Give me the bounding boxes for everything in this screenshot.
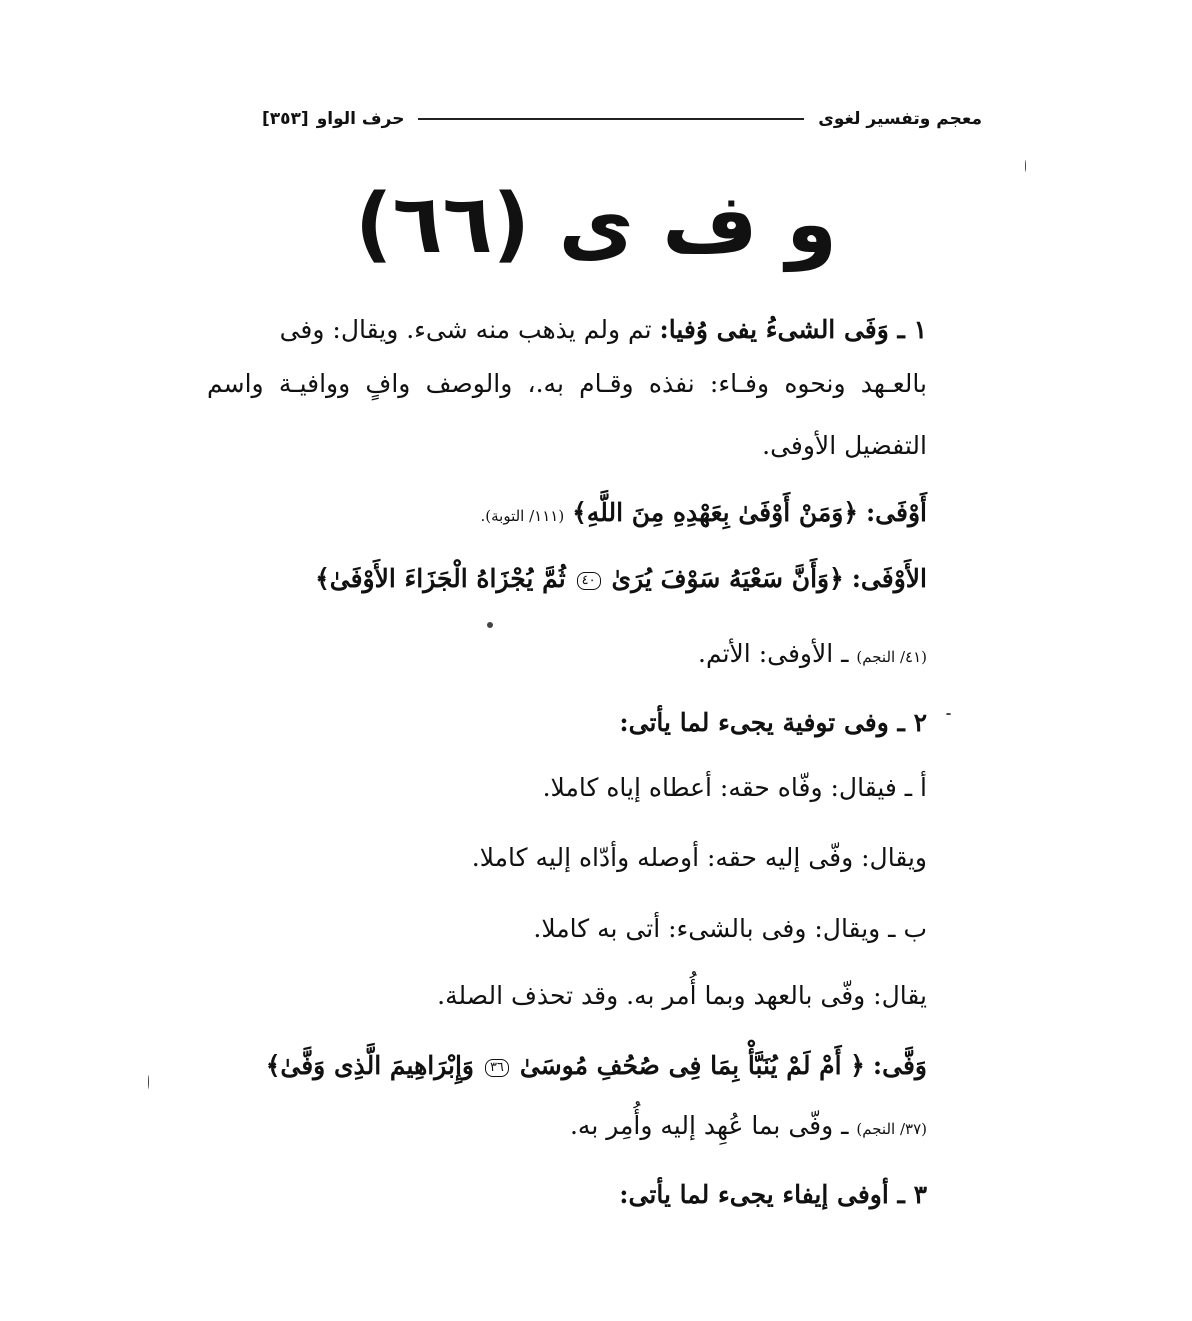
page-number: [٣٥٣]	[262, 109, 309, 129]
scan-speck	[1025, 160, 1026, 172]
example-2-quote-a: ﴿وَأَنَّ سَعْيَهُ سَوْفَ يُرَىٰ	[611, 564, 844, 593]
example-3-word: وَفَّى:	[872, 1051, 927, 1080]
example-3-reference: (٣٧/ النجم)	[856, 1120, 927, 1138]
example-2	[315, 559, 927, 599]
paragraph-2-lead	[619, 703, 927, 743]
scan-speck	[487, 622, 493, 628]
paragraph-2-item-a: أ ـ فيقال: وفّاه حقه: أعطاه إياه كاملا.	[542, 773, 927, 802]
paragraph-2-item-b-2: يقال: وفّى بالعهد وبما أُمر به. وقد تحذف الصلة.	[437, 981, 927, 1010]
example-2-continuation	[698, 634, 927, 677]
paragraph-1-text-a: تم ولم يذهب منه شىء. ويقال: وفى	[279, 315, 660, 344]
paragraph-2-item-a-2: ويقال: وفّى إليه حقه: أوصله وأدّاه إليه كاملا.	[471, 843, 927, 872]
paragraph-2-item-b: ب ـ ويقال: وفى بالشىء: أتى به كاملا.	[533, 914, 927, 943]
example-1	[481, 493, 928, 536]
example-1-quote: ﴿وَمَنْ أَوْفَىٰ بِعَهْدِهِ مِنَ اللَّهِ﴾	[572, 498, 858, 527]
header-rule	[418, 118, 804, 120]
scan-speck	[148, 1075, 149, 1089]
scan-speck	[946, 713, 951, 715]
ayah-number-marker: ٣٦	[485, 1059, 509, 1077]
ayah-number-marker: ٤٠	[577, 572, 601, 590]
paragraph-1-lead: ١ ـ وَفَى الشىءُ يفى وُفيا:	[659, 315, 927, 344]
example-2-gloss: ـ الأوفى: الأتم.	[698, 639, 857, 668]
example-2-quote-b: ثُمَّ يُجْزَاهُ الْجَزَاءَ الأَوْفَىٰ﴾	[315, 564, 566, 593]
paragraph-3-lead	[619, 1175, 927, 1215]
paragraph-1-line-3: التفضيل الأوفى.	[762, 431, 927, 460]
example-3-continuation	[570, 1106, 927, 1149]
example-1-word: أَوْفَى:	[865, 498, 927, 527]
example-3-gloss: ـ وفّى بما عُهِد إليه وأُمِر به.	[569, 1111, 857, 1140]
entry-title: و ف ى (٦٦)	[354, 177, 838, 272]
example-3-quote-b: وَإِبْرَاهِيمَ الَّذِى وَفَّىٰ﴾	[265, 1051, 474, 1080]
header-section-group	[262, 109, 404, 129]
paragraph-1-line-2: بالعـهد ونحوه وفـاء: نفذه وقـام به.، والوصف وافٍ ووافيـة واسم	[207, 369, 927, 398]
paragraph-3-lead-text: ٣ ـ أوفى إيفاء يجىء لما يأتى:	[619, 1180, 927, 1209]
running-header	[262, 104, 982, 134]
example-1-reference: (١١١/ التوبة).	[480, 507, 565, 525]
book-title: معجم وتفسير لغوى	[818, 109, 982, 129]
example-2-reference: (٤١/ النجم)	[856, 648, 927, 666]
paragraph-1-line-1	[280, 310, 927, 350]
section-name: حرف الواو	[316, 109, 405, 129]
example-3	[266, 1046, 927, 1086]
example-3-quote-a: ﴿ أَمْ لَمْ يُنَبَّأْ بِمَا فِى صُحُفِ مُوسَىٰ	[519, 1051, 865, 1080]
paragraph-2-lead-text: ٢ ـ وفى توفية يجىء لما يأتى:	[619, 708, 927, 737]
example-2-word: الأَوْفَى:	[851, 564, 927, 593]
